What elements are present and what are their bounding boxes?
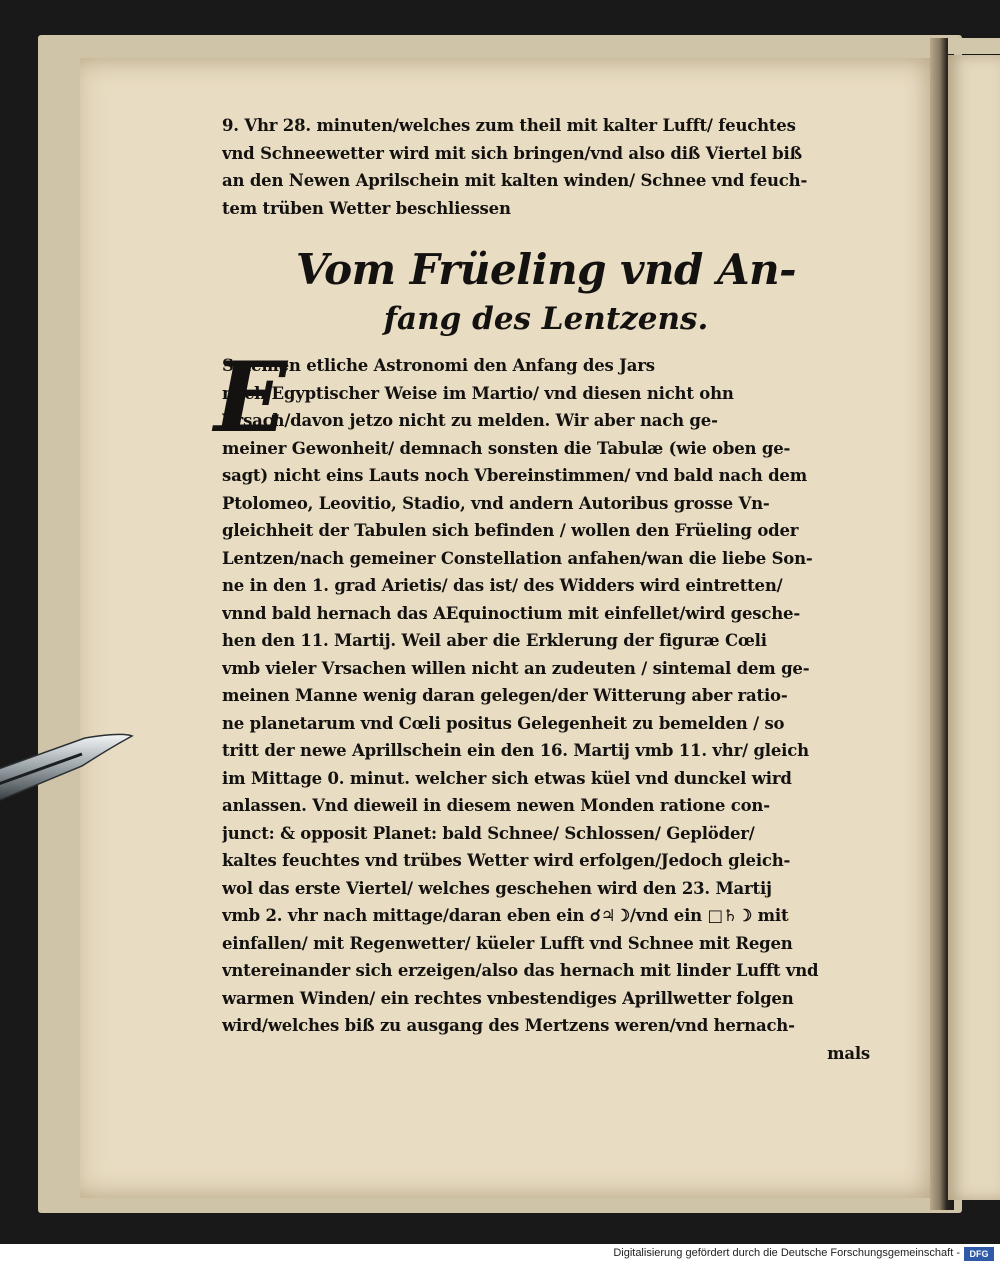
text-line: einfallen/ mit Regenwetter/ küeler Lufft vnd Schnee mit Regen — [222, 933, 793, 953]
page-text — [214, 112, 870, 1067]
footer-bar — [0, 1244, 1000, 1265]
next-page-edge — [948, 55, 1000, 1200]
text-line: tem trüben Wetter beschliessen — [222, 198, 511, 218]
dfg-logo: DFG — [964, 1247, 994, 1261]
text-line: ne planetarum vnd Cœli positus Gelegenheit zu bemelden / so — [222, 713, 785, 733]
text-line: hen den 11. Martij. Weil aber die Erklerung der figuræ Cœli — [222, 631, 767, 650]
text-line: S nemen etliche Astronomi den Anfang des Jars — [222, 356, 655, 375]
text-line: meinen Manne wenig daran gelegen/der Witterung aber ratio- — [222, 686, 788, 705]
text-line: gleichheit der Tabulen sich befinden / wollen den Früeling oder — [222, 521, 799, 540]
text-line: Ptolomeo, Leovitio, Stadio, vnd andern Autoribus grosse Vn- — [222, 493, 770, 513]
text-line: Lentzen/nach gemeiner Constellation anfahen/wan die liebe Son- — [222, 548, 813, 568]
footer-credit: Digitalisierung gefördert durch die Deutsche Forschungsgemeinschaft - — [613, 1247, 960, 1259]
text-line: Vrsach/davon jetzo nicht zu melden. Wir aber nach ge- — [222, 411, 718, 430]
text-line: vnd Schneewetter wird mit sich bringen/vnd also diß Viertel biß — [222, 143, 802, 163]
drop-cap: E — [214, 341, 288, 454]
text-line: vmb 2. vhr nach mittage/daran eben ein ☌♃☽/vnd ein □♄☽ mit — [222, 906, 789, 925]
text-line: vmb vieler Vrsachen willen nicht an zudeuten / sintemal dem ge- — [222, 658, 810, 678]
text-line: ne in den 1. grad Arietis/ das ist/ des Widders wird eintretten/ — [222, 576, 783, 595]
text-line: meiner Gewonheit/ demnach sonsten die Tabulæ (wie oben ge- — [222, 438, 791, 458]
text-line: wol das erste Viertel/ welches geschehen wird den 23. Martij — [222, 878, 772, 898]
pen-tip-icon — [0, 732, 140, 802]
text-line: im Mittage 0. minut. welcher sich etwas küel vnd dunckel wird — [222, 768, 792, 788]
text-line: an den Newen Aprilschein mit kalten winden/ Schnee vnd feuch- — [222, 171, 808, 190]
text-line: junct: & opposit Planet: bald Schnee/ Schlossen/ Geplöder/ — [222, 823, 755, 843]
section-heading-line1: Vom Früeling vnd An- — [295, 245, 797, 294]
text-line: vnnd bald hernach das AEquinoctium mit einfellet/wird gesche- — [222, 603, 800, 623]
text-line: sagt) nicht eins Lauts noch Vbereinstimmen/ vnd bald nach dem — [222, 466, 807, 485]
text-line: kaltes feuchtes vnd trübes Wetter wird erfolgen/Jedoch gleich- — [222, 851, 791, 870]
text-line: anlassen. Vnd dieweil in diesem newen Monden ratione con- — [222, 796, 770, 815]
next-page-edge-top — [948, 38, 1000, 54]
text-line: nach Egyptischer Weise im Martio/ vnd diesen nicht ohn — [222, 383, 734, 403]
text-line: warmen Winden/ ein rechtes vnbestendiges Aprillwetter folgen — [222, 988, 794, 1008]
text-line: 9. Vhr 28. minuten/welches zum theil mit kalter Lufft/ feuchtes — [222, 116, 796, 135]
section-heading-line2: fang des Lentzens. — [383, 301, 709, 337]
catchword: mals — [827, 1043, 870, 1063]
body-paragraph — [214, 341, 870, 1067]
text-line: vntereinander sich erzeigen/also das hernach mit linder Lufft vnd — [222, 961, 819, 980]
text-line: tritt der newe Aprillschein ein den 16. Martij vmb 11. vhr/ gleich — [222, 741, 809, 760]
text-line: wird/welches biß zu ausgang des Mertzens weren/vnd hernach- — [222, 1016, 795, 1035]
